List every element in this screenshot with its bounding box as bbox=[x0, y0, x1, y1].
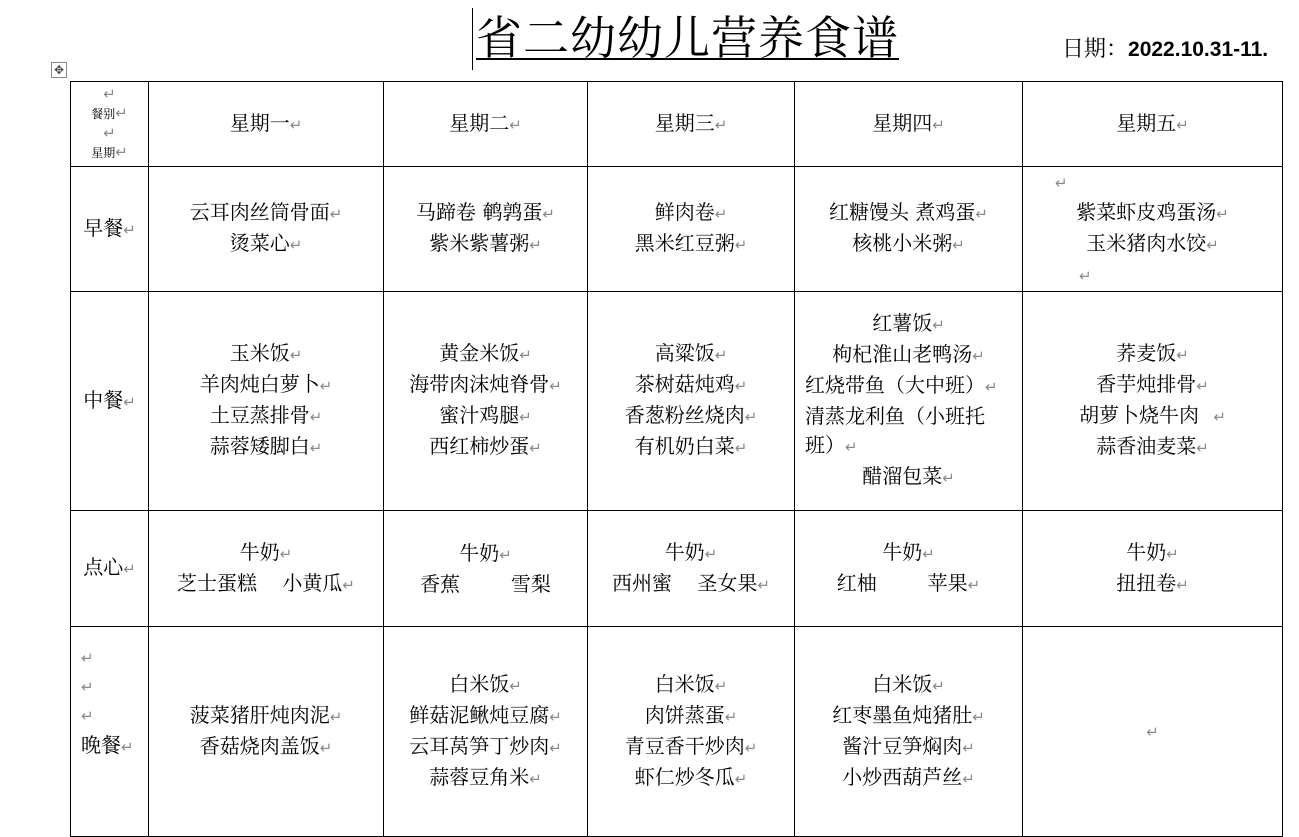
menu-cell: 白米饭↵ 肉饼蒸蛋↵ 青豆香干炒肉↵ 虾仁炒冬瓜↵ bbox=[588, 627, 795, 837]
corner-cell: ↵ 餐别↵ ↵ 星期↵ bbox=[71, 82, 149, 167]
menu-cell: 黄金米饭↵ 海带肉沫炖脊骨↵ 蜜汁鸡腿↵ 西红柿炒蛋↵ bbox=[384, 292, 588, 511]
menu-cell: 高粱饭↵ 茶树菇炖鸡↵ 香葱粉丝烧肉↵ 有机奶白菜↵ bbox=[588, 292, 795, 511]
menu-cell: 玉米饭↵ 羊肉炖白萝卜↵ 土豆蒸排骨↵ 蒜蓉矮脚白↵ bbox=[149, 292, 384, 511]
menu-cell: 红薯饭↵ 枸杞淮山老鸭汤↵ 红烧带鱼（大中班）↵ 清蒸龙利鱼（小班托 班）↵ 醋溜包菜↵ bbox=[795, 292, 1023, 511]
menu-cell: 马蹄卷 鹌鹑蛋↵ 紫米紫薯粥↵ bbox=[384, 167, 588, 292]
breakfast-row bbox=[71, 167, 1283, 292]
meal-label-snack: 点心↵ bbox=[71, 511, 149, 627]
date-label: 日期： bbox=[1062, 37, 1129, 62]
menu-cell: 白米饭↵ 红枣墨鱼炖猪肚↵ 酱汁豆笋焖肉↵ 小炒西葫芦丝↵ bbox=[795, 627, 1023, 837]
return-mark-icon: ↵ bbox=[81, 677, 94, 696]
header-row bbox=[71, 82, 1283, 167]
return-mark-icon: ↵ bbox=[81, 706, 94, 725]
day-header-fri: 星期五↵ bbox=[1023, 82, 1283, 167]
meal-label-lunch: 中餐↵ bbox=[71, 292, 149, 511]
menu-cell: 鲜肉卷↵ 黑米红豆粥↵ bbox=[588, 167, 795, 292]
menu-cell: ↵ 紫菜虾皮鸡蛋汤↵ 玉米猪肉水饺↵ ↵ bbox=[1023, 167, 1283, 292]
menu-cell: 牛奶↵ 扭扭卷↵ bbox=[1023, 511, 1283, 627]
menu-cell: 牛奶↵ 红柚 苹果↵ bbox=[795, 511, 1023, 627]
menu-table bbox=[70, 81, 1283, 837]
menu-cell: 牛奶↵ 西州蜜 圣女果↵ bbox=[588, 511, 795, 627]
dinner-row bbox=[71, 627, 1283, 837]
table-move-handle-icon[interactable]: ✥ bbox=[51, 62, 67, 78]
menu-cell: 牛奶↵ 香蕉 雪梨 bbox=[384, 511, 588, 627]
date-line bbox=[1062, 32, 1268, 63]
menu-cell: 云耳肉丝筒骨面↵ 烫菜心↵ bbox=[149, 167, 384, 292]
menu-cell: 牛奶↵ 芝士蛋糕 小黄瓜↵ bbox=[149, 511, 384, 627]
menu-cell: 红糖馒头 煮鸡蛋↵ 核桃小米粥↵ bbox=[795, 167, 1023, 292]
menu-cell: 白米饭↵ 鲜菇泥鳅炖豆腐↵ 云耳莴笋丁炒肉↵ 蒜蓉豆角米↵ bbox=[384, 627, 588, 837]
day-header-mon: 星期一↵ bbox=[149, 82, 384, 167]
menu-cell-empty: ↵ bbox=[1023, 627, 1283, 837]
day-header-wed: 星期三↵ bbox=[588, 82, 795, 167]
corner-bottom-label: 星期 bbox=[91, 146, 116, 160]
menu-cell: 菠菜猪肝炖肉泥↵ 香菇烧肉盖饭↵ bbox=[149, 627, 384, 837]
return-mark-icon: ↵ bbox=[103, 124, 116, 142]
return-mark-icon: ↵ bbox=[103, 85, 116, 103]
page-title: 省二幼幼儿营养食谱 bbox=[476, 11, 899, 65]
text-cursor bbox=[472, 8, 473, 70]
day-header-tue: 星期二↵ bbox=[384, 82, 588, 167]
corner-top-label: 餐别 bbox=[91, 107, 116, 121]
menu-cell: 荞麦饭↵ 香芋炖排骨↵ 胡萝卜烧牛肉 ↵ 蒜香油麦菜↵ bbox=[1023, 292, 1283, 511]
day-header-thu: 星期四↵ bbox=[795, 82, 1023, 167]
meal-label-dinner: ↵ ↵ ↵ 晚餐↵ bbox=[71, 627, 149, 837]
date-value: 2022.10.31-11. bbox=[1128, 38, 1269, 61]
snack-row bbox=[71, 511, 1283, 627]
lunch-row bbox=[71, 292, 1283, 511]
meal-label-breakfast: 早餐↵ bbox=[71, 167, 149, 292]
return-mark-icon: ↵ bbox=[81, 648, 94, 667]
